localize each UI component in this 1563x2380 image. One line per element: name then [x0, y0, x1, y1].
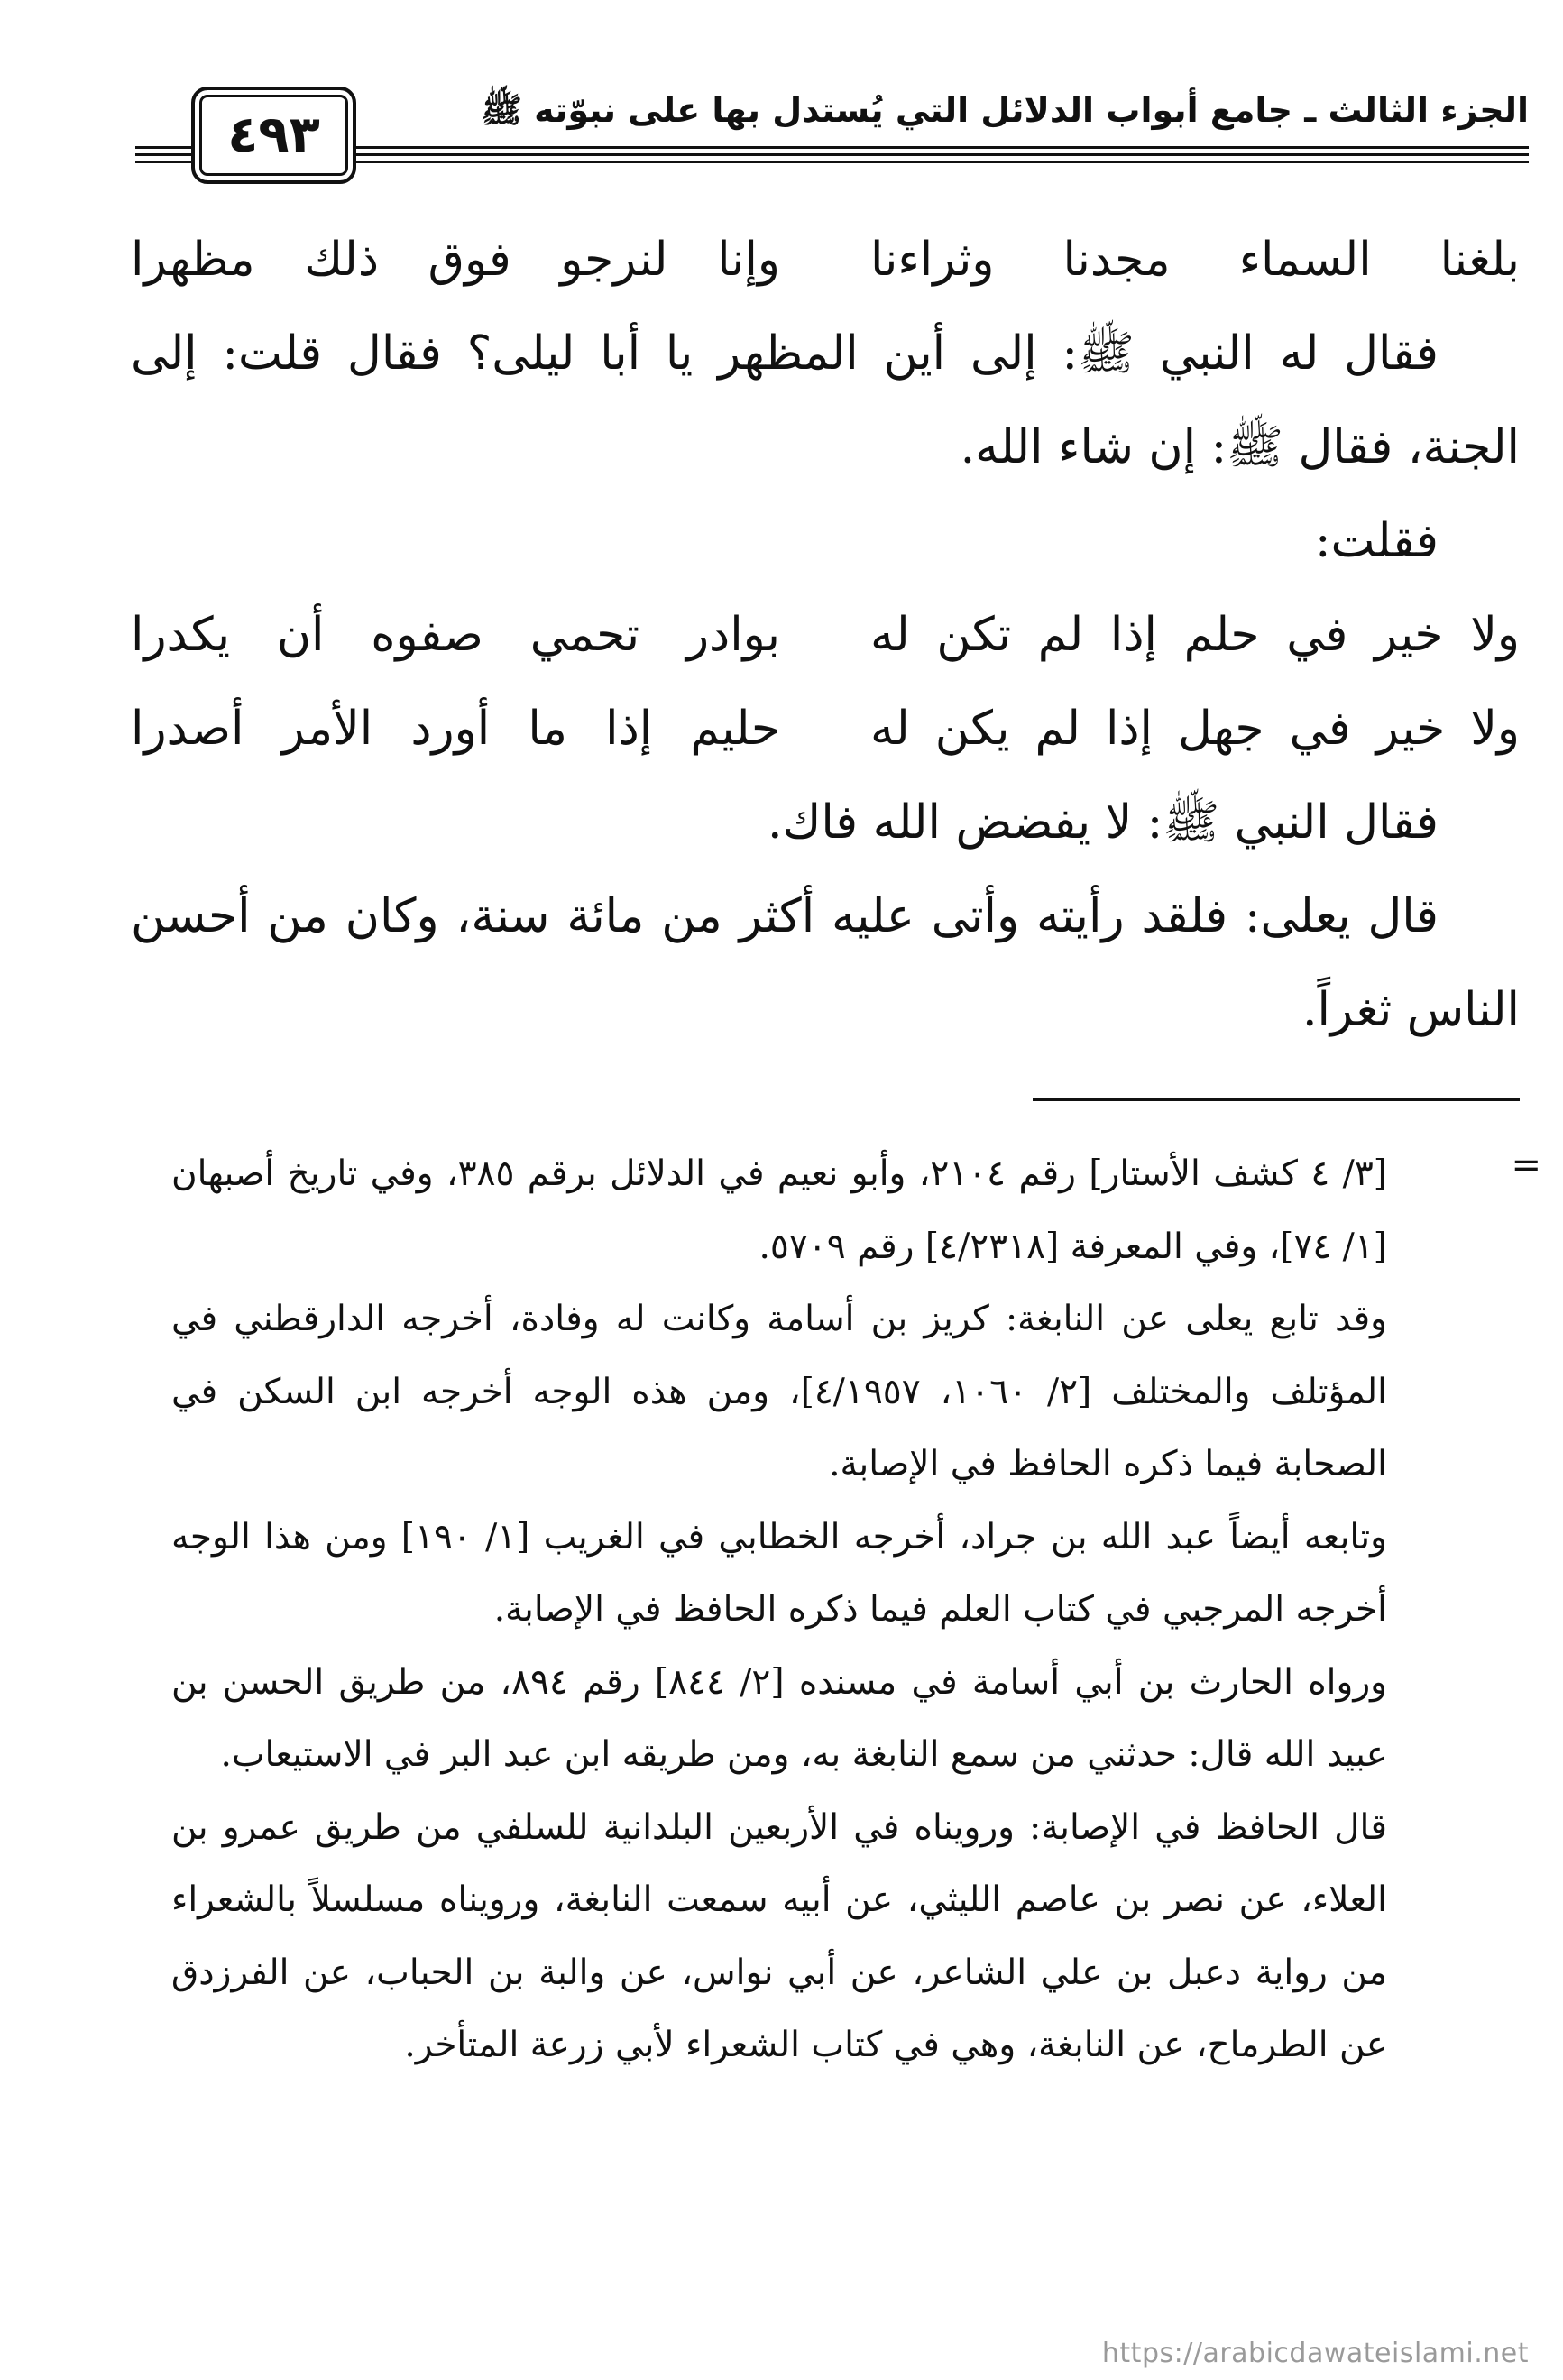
- paragraph: فقلت:: [1315, 514, 1439, 568]
- footnote-paragraph: [٣/ ٤ كشف الأستار] رقم ٢١٠٤، وأبو نعيم في الدلائل برقم ٣٨٥، وفي تاريخ أصبهان [١/ ٧٤]، وفي المعرفة [٤/٢٣١٨] رقم ٥٧٠٩.: [171, 1153, 1387, 1267]
- verse-first-hemistich: بلغنا السماء مجدنا وثراءنا: [870, 233, 1520, 287]
- footnote-paragraph: وقد تابع يعلى عن النابغة: كريز بن أسامة وكانت له وفادة، أخرجه الدارقطني في المؤتلف والمختلف [٢/ ١٠٦٠، ٤/١٩٥٧]، ومن هذه الوجه أخرجه ابن السكن في الصحابة فيما ذكره الحافظ في الإصابة.: [171, 1299, 1387, 1484]
- paragraph: فقال له النبي ﷺ: إلى أين المظهر يا أبا ليلى؟ فقال قلت: إلى الجنة، فقال ﷺ: إن شاء الله.: [131, 326, 1520, 474]
- verse-second-hemistich: بوادر تحمي صفوه أن يكدرا: [131, 608, 780, 662]
- watermark-url: https://arabicdawateislami.net: [1101, 2338, 1529, 2369]
- footnote-paragraph: قال الحافظ في الإصابة: ورويناه في الأربعين البلدانية للسلفي من طريق عمرو بن العلاء، عن نصر بن عاصم الليثي، عن أبيه سمعت النابغة، ورويناه مسلسلاً بالشعراء من رواية دعبل بن علي الشاعر، عن أبي نواس، عن والبة بن الحباب، عن الفرزدق عن الطرماح، عن النابغة، وهي في كتاب الشعراء لأبي زرعة المتأخر.: [171, 1806, 1387, 2065]
- verse-second-hemistich: وإنا لنرجو فوق ذلك مظهرا: [131, 233, 780, 287]
- running-header-title: الجزء الثالث ـ جامع أبواب الدلائل التي يُستدل بها على نبوّته ﷺ: [480, 90, 1529, 130]
- main-text: [131, 213, 1520, 1057]
- paragraph: قال يعلى: فلقد رأيته وأتى عليه أكثر من مائة سنة، وكان من أحسن الناس ثغراً.: [131, 889, 1520, 1037]
- footnotes: [171, 1138, 1387, 2082]
- poetry-verse: [131, 682, 1520, 776]
- footnote-paragraph: وتابعه أيضاً عبد الله بن جراد، أخرجه الخطابي في الغريب [١/ ١٩٠] ومن هذا الوجه أخرجه المرجبي في كتاب العلم فيما ذكره الحافظ في الإصابة.: [171, 1516, 1387, 1630]
- poetry-verse: [131, 588, 1520, 682]
- verse-first-hemistich: ولا خير في جهل إذا لم يكن له: [870, 702, 1520, 756]
- paragraph: فقال النبي ﷺ: لا يفضض الله فاك.: [767, 795, 1439, 850]
- verse-second-hemistich: حليم إذا ما أورد الأمر أصدرا: [131, 702, 780, 756]
- verse-first-hemistich: ولا خير في حلم إذا لم تكن له: [870, 608, 1520, 662]
- poetry-verse: [131, 213, 1520, 307]
- footnote-paragraph: ورواه الحارث بن أبي أسامة في مسنده [٢/ ٨٤٤] رقم ٨٩٤، من طريق الحسن بن عبيد الله قال: حدثني من سمع النابغة به، ومن طريقه ابن عبد البر في الاستيعاب.: [171, 1661, 1387, 1775]
- footnote-continuation-mark: =: [1511, 1144, 1541, 1186]
- page-number: ٤٩٣: [191, 87, 356, 184]
- footnote-separator: [1033, 1098, 1520, 1101]
